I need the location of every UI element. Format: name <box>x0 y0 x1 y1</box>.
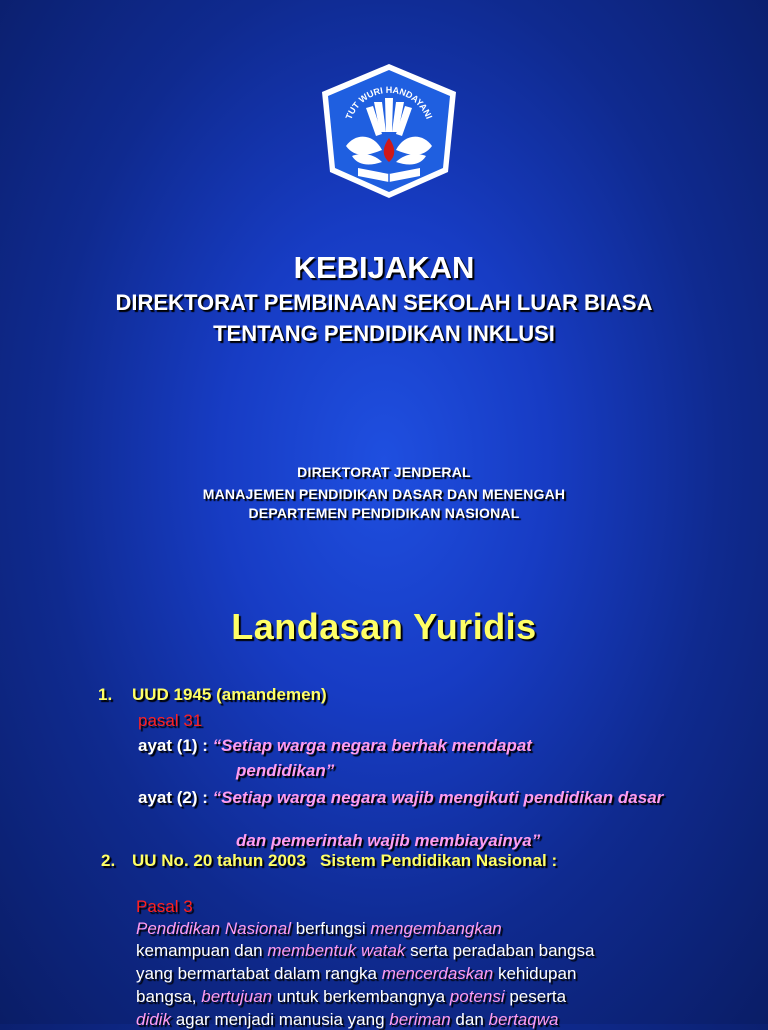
item-1-number: 1. <box>98 685 113 704</box>
pasal-3-line-2-d: watak <box>360 941 406 960</box>
ayat-2-text-continued: dan pemerintah wajib membiayainya” <box>236 831 541 850</box>
tut-wuri-handayani-logo <box>316 62 462 200</box>
pasal-3-line-4-d: potensi <box>449 987 505 1006</box>
section-title: Landasan Yuridis <box>231 606 537 647</box>
pasal-3-line-2-b: membentuk <box>267 941 357 960</box>
pasal-3-line-2-e: serta peradaban bangsa <box>405 941 595 960</box>
pasal-3-line-5-a: didik <box>136 1010 171 1029</box>
ayat-1-text-continued: pendidikan” <box>236 761 335 780</box>
pasal-3-line-4-e: peserta <box>504 987 567 1006</box>
pasal-3-line-4-a: bangsa, <box>136 987 202 1006</box>
ayat-1-label: ayat (1) : <box>138 736 213 755</box>
page-subtitle-line-2: TENTANG PENDIDIKAN INKLUSI <box>213 321 555 346</box>
directorate-line-2: MANAJEMEN PENDIDIKAN DASAR DAN MENENGAH <box>202 486 566 502</box>
item-1-ayat-2 <box>138 788 663 808</box>
pasal-3-line-1-c: mengembangkan <box>370 919 502 938</box>
pasal-3-line-4-c: untuk berkembangnya <box>272 987 450 1006</box>
ayat-2-text: “Setiap warga negara wajib mengikuti pendidikan dasar <box>212 788 664 807</box>
pasal-3-line-5-b: agar menjadi manusia yang <box>170 1010 390 1029</box>
pasal-3-line-1 <box>136 919 502 939</box>
pasal-3-line-5 <box>136 1010 558 1030</box>
ayat-1-text: “Setiap warga negara berhak mendapat <box>212 736 532 755</box>
pasal-3-line-5-e: bertaqwa <box>488 1010 559 1029</box>
pasal-3-line-3-a: yang bermartabat dalam rangka <box>136 964 382 983</box>
item-2-pasal: Pasal 3 <box>136 897 193 916</box>
pasal-3-line-3-c: kehidupan <box>493 964 577 983</box>
page-subtitle-line-1: DIREKTORAT PEMBINAAN SEKOLAH LUAR BIASA <box>115 290 653 315</box>
pasal-3-line-5-c: beriman <box>389 1010 451 1029</box>
item-2-number: 2. <box>101 851 116 870</box>
page-title: KEBIJAKAN <box>293 250 475 285</box>
pasal-3-line-1-a: Pendidikan Nasional <box>136 919 291 938</box>
pasal-3-line-3 <box>136 964 576 984</box>
item-1-ayat-1 <box>138 736 532 756</box>
item-2-heading: UU No. 20 tahun 2003 Sistem Pendidikan Nasional : <box>132 851 558 870</box>
pasal-3-line-3-b: mencerdaskan <box>381 964 494 983</box>
svg-text:TUT WURI HANDAYANI: TUT WURI HANDAYANI <box>343 84 435 121</box>
pasal-3-line-2-a: kemampuan dan <box>136 941 268 960</box>
emblem-icon <box>316 62 462 200</box>
item-1-pasal: pasal 31 <box>138 711 203 730</box>
pasal-3-line-1-b: berfungsi <box>291 919 371 938</box>
pasal-3-line-4 <box>136 987 566 1007</box>
directorate-line-1: DIREKTORAT JENDERAL <box>297 464 471 480</box>
directorate-line-3: DEPARTEMEN PENDIDIKAN NASIONAL <box>248 505 520 521</box>
pasal-3-line-5-d: dan <box>450 1010 489 1029</box>
pasal-3-line-2 <box>136 941 594 961</box>
ayat-2-label: ayat (2) : <box>138 788 213 807</box>
pasal-3-line-4-b: bertujuan <box>201 987 273 1006</box>
item-1-heading: UUD 1945 (amandemen) <box>132 685 327 704</box>
